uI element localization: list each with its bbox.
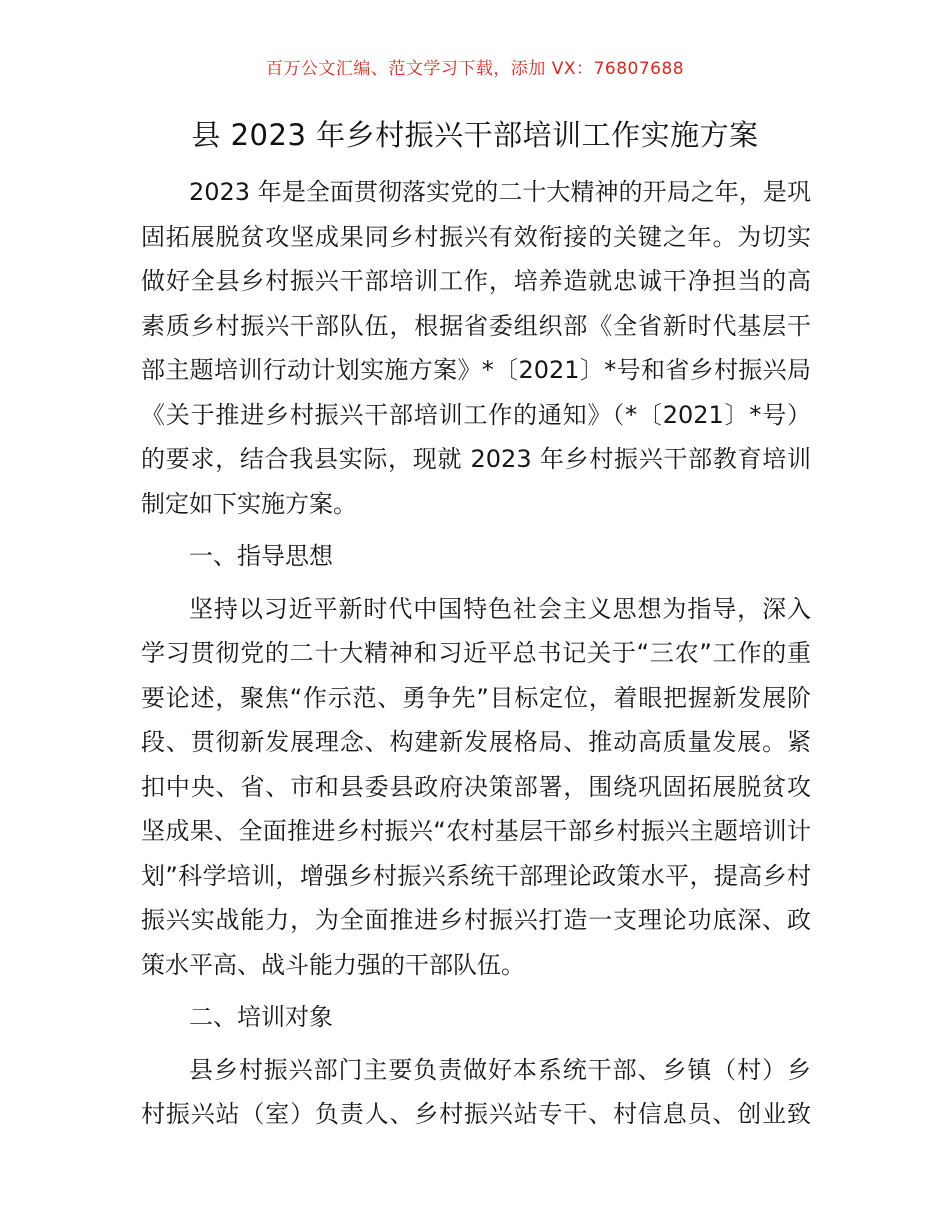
intro-paragraph: 2023 年是全面贯彻落实党的二十大精神的开局之年，是巩固拓展脱贫攻坚成果同乡村振兴有效衔接的关键之年。为切实做好全县乡村振兴干部培训工作，培养造就忠诚干净担当的高素质乡村振兴干部队伍，根据省委组织部《全省新时代基层干部主题培训行动计划实施方案》*〔2021〕*号和省乡村振兴局《关于推进乡村振兴干部培训工作的通知》（*〔2021〕*号）的要求，结合我县实际，现就 2023 年乡村振兴干部教育培训制定如下实施方案。 (141, 178, 811, 518)
document-title: 县 2023 年乡村振兴干部培训工作实施方案 (191, 118, 759, 152)
section-2-heading: 二、培训对象 (189, 1003, 333, 1031)
section-1-heading: 一、指导思想 (189, 542, 333, 570)
section-1-paragraph: 坚持以习近平新时代中国特色社会主义思想为指导，深入学习贯彻党的二十大精神和习近平总书记关于“三农”工作的重要论述，聚焦“作示范、勇争先”目标定位，着眼把握新发展阶段、贯彻新发展理念、构建新发展格局、推动高质量发展。紧扣中央、省、市和县委县政府决策部署，围绕巩固拓展脱贫攻坚成果、全面推进乡村振兴“农村基层干部乡村振兴主题培训计划”科学培训，增强乡村振兴系统干部理论政策水平，提高乡村振兴实战能力，为全面推进乡村振兴打造一支理论功底深、政策水平高、战斗能力强的干部队伍。 (141, 594, 811, 979)
watermark-banner: 百万公文汇编、范文学习下载，添加 VX：76807688 (265, 59, 685, 79)
document-body (141, 170, 811, 1137)
section-2-paragraph: 县乡村振兴部门主要负责做好本系统干部、乡镇（村）乡村振兴站（室）负责人、乡村振兴站专干、村信息员、创业致 (141, 1055, 811, 1128)
